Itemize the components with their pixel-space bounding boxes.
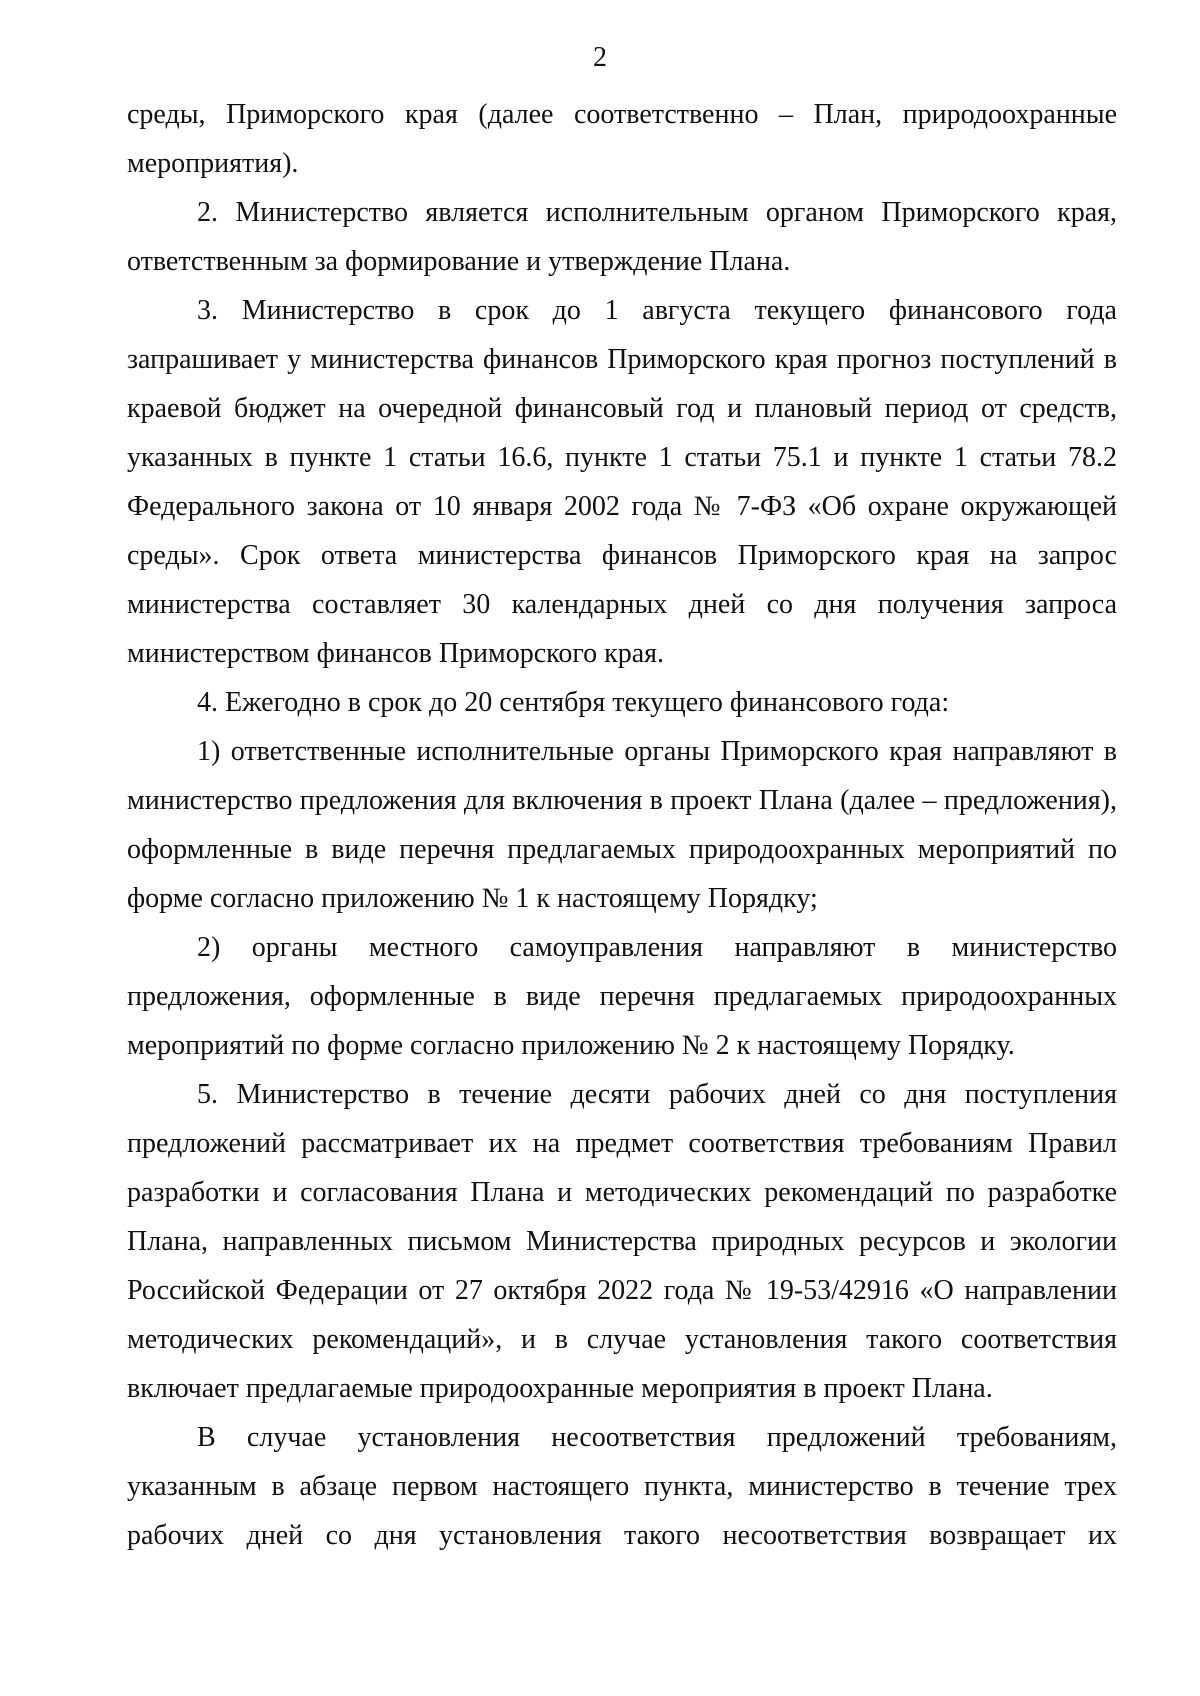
paragraph-item-2: 2. Министерство является исполнительным органом Приморского края, ответственным за формирование и утверждение Плана. <box>127 197 1117 277</box>
paragraph-item-4-sub-1: 1) ответственные исполнительные органы Приморского края направляют в министерство предложения для включения в проект Плана (далее – предложения), оформленные в виде перечня предлагаемых природоохранных мероприятий по форме согласно приложению № 1 к настоящему Порядку; <box>127 736 1117 914</box>
document-body <box>127 90 1117 1560</box>
paragraph-item-5: 5. Министерство в течение десяти рабочих дней со дня поступления предложений рассматривает их на предмет соответствия требованиям Правил разработки и согласования Плана и методических рекомендаций по разработке Плана, направленных письмом Министерства природных ресурсов и экологии Российской Федерации от 27 октября 2022 года № 19-53/42916 «О направлении методических рекомендаций», и в случае установления такого соответствия включает предлагаемые природоохранные мероприятия в проект Плана. <box>127 1079 1117 1404</box>
paragraph-item-4: 4. Ежегодно в срок до 20 сентября текущего финансового года: <box>197 687 950 718</box>
paragraph-continuation: среды, Приморского края (далее соответственно – План, природоохранные мероприятия). <box>127 99 1117 179</box>
paragraph-item-4-sub-2: 2) органы местного самоуправления направляют в министерство предложения, оформленные в виде перечня предлагаемых природоохранных мероприятий по форме согласно приложению № 2 к настоящему Порядку. <box>127 932 1117 1061</box>
page-number: 2 <box>593 42 607 73</box>
paragraph-item-5-second-abzac: В случае установления несоответствия предложений требованиям, указанным в абзаце первом настоящего пункта, министерство в течение трех рабочих дней со дня установления такого несоответствия возвращает их <box>127 1422 1117 1551</box>
paragraph-item-3: 3. Министерство в срок до 1 августа текущего финансового года запрашивает у министерства финансов Приморского края прогноз поступлений в краевой бюджет на очередной финансовый год и плановый период от средств, указанных в пункте 1 статьи 16.6, пункте 1 статьи 75.1 и пункте 1 статьи 78.2 Федерального закона от 10 января 2002 года № 7-ФЗ «Об охране окружающей среды». Срок ответа министерства финансов Приморского края на запрос министерства составляет 30 календарных дней со дня получения запроса министерством финансов Приморского края. <box>127 295 1117 669</box>
